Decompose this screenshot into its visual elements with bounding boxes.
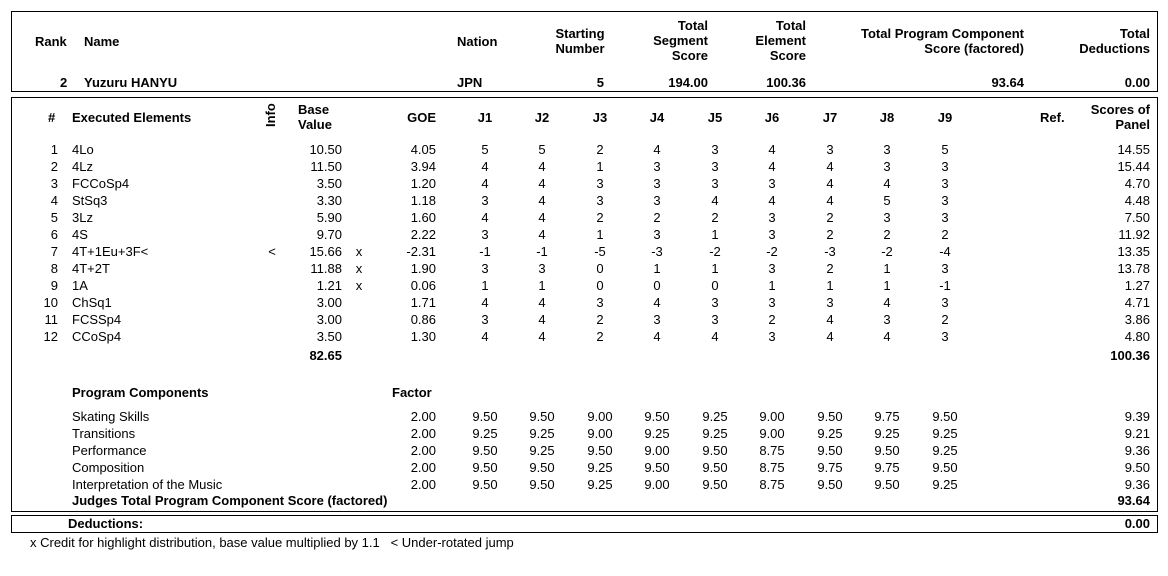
judge-score: 4 bbox=[653, 295, 661, 310]
judge-score: 0 bbox=[596, 261, 604, 276]
judge-score: 4 bbox=[826, 312, 834, 327]
element-number: 10 bbox=[43, 295, 58, 310]
component-name: Skating Skills bbox=[72, 409, 150, 424]
component-judge-score: 9.50 bbox=[529, 460, 555, 475]
element-base-value: 3.00 bbox=[316, 295, 342, 310]
segment-score-header: Total Segment Score bbox=[653, 18, 708, 63]
judge-score: 2 bbox=[596, 210, 604, 225]
component-judge-score: 9.25 bbox=[817, 426, 843, 441]
judge-score: 4 bbox=[538, 329, 546, 344]
element-name: 4T+2T bbox=[72, 261, 110, 276]
goe-header: GOE bbox=[407, 110, 436, 125]
judge-score: 3 bbox=[653, 193, 661, 208]
judge-score: 2 bbox=[653, 210, 661, 225]
judge-score: 3 bbox=[481, 193, 489, 208]
element-goe: 2.22 bbox=[410, 227, 436, 242]
element-panel-score: 3.86 bbox=[1124, 312, 1150, 327]
judge-score: 3 bbox=[711, 176, 719, 191]
deductions-value: 0.00 bbox=[1124, 516, 1150, 531]
component-judge-score: 9.50 bbox=[702, 443, 728, 458]
judge-score: 3 bbox=[653, 312, 661, 327]
judge-score: 5 bbox=[883, 193, 891, 208]
component-judge-score: 9.25 bbox=[702, 409, 728, 424]
judge-score: 2 bbox=[711, 210, 719, 225]
judge-score: 4 bbox=[538, 210, 546, 225]
judge-score: 4 bbox=[883, 295, 891, 310]
element-bonus-marker: x bbox=[355, 278, 363, 293]
judge-score: 4 bbox=[481, 295, 489, 310]
judge-score: -3 bbox=[651, 244, 663, 259]
deductions-header: Total Deductions bbox=[1079, 26, 1150, 56]
judge-score: 1 bbox=[883, 278, 891, 293]
judge-score: 3 bbox=[711, 312, 719, 327]
element-base-value: 11.50 bbox=[310, 159, 342, 174]
component-judge-score: 9.50 bbox=[587, 443, 613, 458]
judge-score: 1 bbox=[826, 278, 834, 293]
judge-score: -1 bbox=[536, 244, 548, 259]
judge-score: 4 bbox=[826, 176, 834, 191]
component-judge-score: 9.25 bbox=[874, 426, 900, 441]
component-name: Composition bbox=[72, 460, 145, 475]
judge-score: 2 bbox=[941, 312, 949, 327]
judge-score: 4 bbox=[768, 142, 776, 157]
element-panel-score: 13.78 bbox=[1117, 261, 1150, 276]
judge-score: 2 bbox=[596, 312, 604, 327]
element-name: 3Lz bbox=[72, 210, 93, 225]
component-judge-score: 9.50 bbox=[932, 409, 958, 424]
element-base-value: 5.90 bbox=[316, 210, 342, 225]
judge-score: 4 bbox=[538, 176, 546, 191]
panel-header: Scores of Panel bbox=[1090, 102, 1150, 132]
component-judge-score: 9.50 bbox=[932, 460, 958, 475]
judge-header: J4 bbox=[649, 110, 665, 125]
element-name: 4Lz bbox=[72, 159, 93, 174]
component-judge-score: 9.00 bbox=[644, 477, 670, 492]
judge-score: 4 bbox=[711, 193, 719, 208]
element-name: ChSq1 bbox=[72, 295, 112, 310]
element-base-value: 15.66 bbox=[309, 244, 342, 259]
element-panel-score: 4.70 bbox=[1124, 176, 1150, 191]
judge-score: -1 bbox=[479, 244, 491, 259]
component-judge-score: 9.25 bbox=[529, 443, 555, 458]
element-goe: -2.31 bbox=[406, 244, 436, 259]
element-base-value: 3.50 bbox=[316, 329, 342, 344]
pcs-total-label: Judges Total Program Component Score (factored) bbox=[72, 493, 388, 508]
element-panel-score: 4.71 bbox=[1124, 295, 1150, 310]
component-judge-score: 9.50 bbox=[472, 460, 498, 475]
judge-score: 1 bbox=[883, 261, 891, 276]
name-header: Name bbox=[84, 34, 120, 49]
judge-score: 3 bbox=[826, 142, 834, 157]
element-number: 5 bbox=[50, 210, 58, 225]
skater-starting-number: 5 bbox=[596, 75, 604, 90]
judge-score: 0 bbox=[596, 278, 604, 293]
component-judge-score: 9.50 bbox=[874, 477, 900, 492]
component-panel-score: 9.50 bbox=[1124, 460, 1150, 475]
component-judge-score: 9.50 bbox=[817, 477, 843, 492]
judge-score: 3 bbox=[481, 312, 489, 327]
judge-score: 4 bbox=[768, 159, 776, 174]
panel-total: 100.36 bbox=[1110, 348, 1150, 363]
judge-score: 4 bbox=[653, 329, 661, 344]
element-name: 4S bbox=[72, 227, 88, 242]
judge-score: -3 bbox=[824, 244, 836, 259]
element-panel-score: 1.27 bbox=[1124, 278, 1150, 293]
element-name: 4Lo bbox=[72, 142, 94, 157]
judge-header: J3 bbox=[592, 110, 608, 125]
judge-score: -2 bbox=[881, 244, 893, 259]
element-name: CCoSp4 bbox=[72, 329, 122, 344]
judge-score: 4 bbox=[538, 193, 546, 208]
element-bonus-marker: x bbox=[355, 244, 363, 259]
component-judge-score: 9.00 bbox=[759, 426, 785, 441]
base-value-header: Base Value bbox=[298, 102, 332, 132]
judge-score: 3 bbox=[768, 329, 776, 344]
element-panel-score: 7.50 bbox=[1124, 210, 1150, 225]
ref-header: Ref. bbox=[1040, 110, 1065, 125]
judge-score: 3 bbox=[883, 312, 891, 327]
judge-score: 2 bbox=[826, 227, 834, 242]
judge-score: 3 bbox=[481, 227, 489, 242]
judge-score: 5 bbox=[941, 142, 949, 157]
element-base-value: 11.88 bbox=[310, 261, 342, 276]
component-factor: 2.00 bbox=[410, 426, 436, 441]
element-bonus-marker: x bbox=[355, 261, 363, 276]
judge-score: 3 bbox=[941, 210, 949, 225]
element-number: 12 bbox=[43, 329, 58, 344]
component-judge-score: 9.25 bbox=[644, 426, 670, 441]
judge-score: 3 bbox=[711, 142, 719, 157]
nation-header: Nation bbox=[457, 34, 498, 49]
component-judge-score: 8.75 bbox=[759, 443, 785, 458]
element-name: 1A bbox=[72, 278, 88, 293]
judge-score: 4 bbox=[538, 159, 546, 174]
factor-header: Factor bbox=[392, 385, 432, 400]
component-factor: 2.00 bbox=[410, 477, 436, 492]
element-panel-score: 4.48 bbox=[1124, 193, 1150, 208]
element-number: 3 bbox=[50, 176, 58, 191]
judge-score: 1 bbox=[768, 278, 776, 293]
footnote: x Credit for highlight distribution, base value multiplied by 1.1 < Under-rotated jump bbox=[30, 535, 514, 550]
judge-score: 3 bbox=[481, 261, 489, 276]
element-goe: 1.30 bbox=[410, 329, 436, 344]
element-goe: 0.06 bbox=[410, 278, 436, 293]
judge-score: 3 bbox=[941, 295, 949, 310]
component-judge-score: 9.50 bbox=[702, 460, 728, 475]
component-judge-score: 9.50 bbox=[817, 409, 843, 424]
element-number: 11 bbox=[44, 312, 58, 327]
rank-header: Rank bbox=[35, 34, 67, 49]
judge-score: 3 bbox=[538, 261, 546, 276]
judge-score: 4 bbox=[481, 176, 489, 191]
component-panel-score: 9.36 bbox=[1124, 477, 1150, 492]
judge-score: 4 bbox=[711, 329, 719, 344]
element-number: 8 bbox=[50, 261, 58, 276]
judge-score: 0 bbox=[711, 278, 719, 293]
component-judge-score: 9.25 bbox=[932, 443, 958, 458]
judge-score: 4 bbox=[883, 329, 891, 344]
component-judge-score: 9.75 bbox=[874, 460, 900, 475]
judge-score: 3 bbox=[768, 295, 776, 310]
judge-score: 1 bbox=[653, 261, 661, 276]
pcs-header: Total Program Component Score (factored) bbox=[861, 26, 1024, 56]
judge-score: 5 bbox=[538, 142, 546, 157]
judge-score: 3 bbox=[768, 227, 776, 242]
judge-score: 3 bbox=[653, 176, 661, 191]
judge-score: 3 bbox=[768, 176, 776, 191]
judge-score: 3 bbox=[711, 295, 719, 310]
judge-score: 4 bbox=[538, 295, 546, 310]
deductions-label: Deductions: bbox=[68, 516, 144, 531]
component-panel-score: 9.36 bbox=[1124, 443, 1150, 458]
judge-score: 3 bbox=[596, 193, 604, 208]
component-judge-score: 9.25 bbox=[587, 477, 613, 492]
judge-score: 3 bbox=[711, 159, 719, 174]
element-goe: 3.94 bbox=[410, 159, 436, 174]
component-judge-score: 9.50 bbox=[817, 443, 843, 458]
judge-score: 3 bbox=[768, 210, 776, 225]
judge-score: 3 bbox=[883, 142, 891, 157]
judge-score: 2 bbox=[768, 312, 776, 327]
executed-elements-header: Executed Elements bbox=[72, 110, 192, 125]
judge-score: 3 bbox=[941, 193, 949, 208]
component-factor: 2.00 bbox=[410, 460, 436, 475]
component-name: Interpretation of the Music bbox=[72, 477, 223, 492]
element-name: FCSSp4 bbox=[72, 312, 122, 327]
judge-score: 2 bbox=[883, 227, 891, 242]
judge-header: J6 bbox=[764, 110, 780, 125]
component-judge-score: 9.25 bbox=[702, 426, 728, 441]
element-panel-score: 4.80 bbox=[1124, 329, 1150, 344]
starting-number-header: Starting Number bbox=[555, 26, 605, 56]
judge-score: 3 bbox=[768, 261, 776, 276]
component-judge-score: 9.00 bbox=[644, 443, 670, 458]
element-base-value: 3.00 bbox=[316, 312, 342, 327]
element-number: 7 bbox=[50, 244, 58, 259]
element-number: 6 bbox=[50, 227, 58, 242]
judge-score: 2 bbox=[596, 329, 604, 344]
judge-score: 2 bbox=[941, 227, 949, 242]
judge-score: 3 bbox=[941, 176, 949, 191]
judge-score: -4 bbox=[939, 244, 951, 259]
judge-score: 5 bbox=[481, 142, 489, 157]
judge-header: J5 bbox=[707, 110, 723, 125]
component-panel-score: 9.39 bbox=[1124, 409, 1150, 424]
deductions-box bbox=[11, 515, 1158, 533]
program-components-header: Program Components bbox=[72, 385, 209, 400]
skater-name: Yuzuru HANYU bbox=[84, 75, 178, 90]
element-panel-score: 11.92 bbox=[1118, 227, 1150, 242]
skater-pcs: 93.64 bbox=[991, 75, 1024, 90]
judge-score: 3 bbox=[941, 261, 949, 276]
element-goe: 1.71 bbox=[410, 295, 436, 310]
judge-score: 3 bbox=[596, 295, 604, 310]
element-number: 4 bbox=[50, 193, 58, 208]
component-judge-score: 9.50 bbox=[472, 409, 498, 424]
element-goe: 1.18 bbox=[410, 193, 436, 208]
element-panel-score: 13.35 bbox=[1117, 244, 1150, 259]
judge-header: J2 bbox=[534, 110, 550, 125]
judge-score: 4 bbox=[883, 176, 891, 191]
skater-deductions: 0.00 bbox=[1124, 75, 1150, 90]
judge-score: 4 bbox=[481, 210, 489, 225]
element-number-header: # bbox=[48, 110, 56, 125]
judge-score: 3 bbox=[883, 159, 891, 174]
judge-score: 2 bbox=[826, 210, 834, 225]
judge-score: 4 bbox=[538, 312, 546, 327]
judge-score: 1 bbox=[711, 261, 719, 276]
base-value-total: 82.65 bbox=[309, 348, 342, 363]
component-judge-score: 9.25 bbox=[587, 460, 613, 475]
element-number: 2 bbox=[50, 159, 58, 174]
judge-score: 4 bbox=[481, 329, 489, 344]
judge-score: 1 bbox=[538, 278, 546, 293]
judge-score: 0 bbox=[653, 278, 661, 293]
component-judge-score: 9.75 bbox=[817, 460, 843, 475]
judge-score: 1 bbox=[596, 159, 604, 174]
judge-score: 3 bbox=[941, 159, 949, 174]
skater-rank: 2 bbox=[60, 75, 68, 90]
component-judge-score: 9.25 bbox=[472, 426, 498, 441]
judge-score: -2 bbox=[709, 244, 721, 259]
judge-score: 4 bbox=[826, 159, 834, 174]
element-goe: 1.90 bbox=[410, 261, 436, 276]
element-name: 4T+1Eu+3F< bbox=[72, 244, 149, 259]
judge-header: J7 bbox=[822, 110, 838, 125]
element-goe: 1.20 bbox=[410, 176, 436, 191]
judge-header: J8 bbox=[879, 110, 895, 125]
element-base-value: 10.50 bbox=[309, 142, 342, 157]
component-panel-score: 9.21 bbox=[1124, 426, 1150, 441]
component-judge-score: 9.25 bbox=[529, 426, 555, 441]
judge-score: -5 bbox=[594, 244, 606, 259]
judge-score: 4 bbox=[653, 142, 661, 157]
judge-score: 1 bbox=[711, 227, 719, 242]
judge-score: -1 bbox=[939, 278, 951, 293]
judge-header: J1 bbox=[477, 110, 493, 125]
component-factor: 2.00 bbox=[410, 443, 436, 458]
info-header: Info bbox=[263, 103, 278, 127]
element-name: FCCoSp4 bbox=[72, 176, 130, 191]
element-score-header: Total Element Score bbox=[755, 18, 806, 63]
judge-score: 3 bbox=[826, 295, 834, 310]
component-judge-score: 9.50 bbox=[644, 460, 670, 475]
component-judge-score: 9.50 bbox=[472, 477, 498, 492]
element-goe: 4.05 bbox=[410, 142, 436, 157]
judge-score: 4 bbox=[481, 159, 489, 174]
judge-score: 1 bbox=[481, 278, 489, 293]
element-goe: 0.86 bbox=[410, 312, 436, 327]
element-number: 1 bbox=[50, 142, 58, 157]
component-judge-score: 9.00 bbox=[587, 426, 613, 441]
element-panel-score: 15.44 bbox=[1117, 159, 1150, 174]
judge-score: -2 bbox=[766, 244, 778, 259]
element-panel-score: 14.55 bbox=[1117, 142, 1150, 157]
skater-element-score: 100.36 bbox=[766, 75, 806, 90]
judge-header: J9 bbox=[937, 110, 953, 125]
judge-score: 2 bbox=[596, 142, 604, 157]
component-judge-score: 9.50 bbox=[702, 477, 728, 492]
judge-score: 2 bbox=[826, 261, 834, 276]
component-judge-score: 9.25 bbox=[932, 426, 958, 441]
element-info: < bbox=[268, 244, 276, 259]
judge-score: 4 bbox=[768, 193, 776, 208]
judge-score: 4 bbox=[538, 227, 546, 242]
element-name: StSq3 bbox=[72, 193, 108, 208]
element-base-value: 9.70 bbox=[316, 227, 342, 242]
skater-segment-score: 194.00 bbox=[668, 75, 708, 90]
component-factor: 2.00 bbox=[410, 409, 436, 424]
element-base-value: 1.21 bbox=[316, 278, 342, 293]
judge-score: 4 bbox=[826, 329, 834, 344]
component-judge-score: 8.75 bbox=[759, 460, 785, 475]
element-goe: 1.60 bbox=[410, 210, 436, 225]
pcs-total-value: 93.64 bbox=[1117, 493, 1150, 508]
component-judge-score: 9.50 bbox=[529, 409, 555, 424]
judge-score: 4 bbox=[826, 193, 834, 208]
component-judge-score: 9.50 bbox=[472, 443, 498, 458]
component-judge-score: 9.00 bbox=[587, 409, 613, 424]
judge-score: 3 bbox=[653, 159, 661, 174]
element-number: 9 bbox=[50, 278, 58, 293]
component-judge-score: 9.50 bbox=[529, 477, 555, 492]
judge-score: 3 bbox=[883, 210, 891, 225]
component-name: Transitions bbox=[72, 426, 136, 441]
judge-score: 3 bbox=[596, 176, 604, 191]
component-judge-score: 9.50 bbox=[644, 409, 670, 424]
judge-score: 3 bbox=[941, 329, 949, 344]
component-judge-score: 8.75 bbox=[759, 477, 785, 492]
component-judge-score: 9.50 bbox=[874, 443, 900, 458]
judge-score: 3 bbox=[653, 227, 661, 242]
component-judge-score: 9.25 bbox=[932, 477, 958, 492]
skater-nation: JPN bbox=[457, 75, 483, 90]
component-judge-score: 9.75 bbox=[874, 409, 900, 424]
element-base-value: 3.50 bbox=[316, 176, 342, 191]
component-name: Performance bbox=[72, 443, 147, 458]
element-base-value: 3.30 bbox=[316, 193, 342, 208]
component-judge-score: 9.00 bbox=[759, 409, 785, 424]
judge-score: 1 bbox=[596, 227, 604, 242]
